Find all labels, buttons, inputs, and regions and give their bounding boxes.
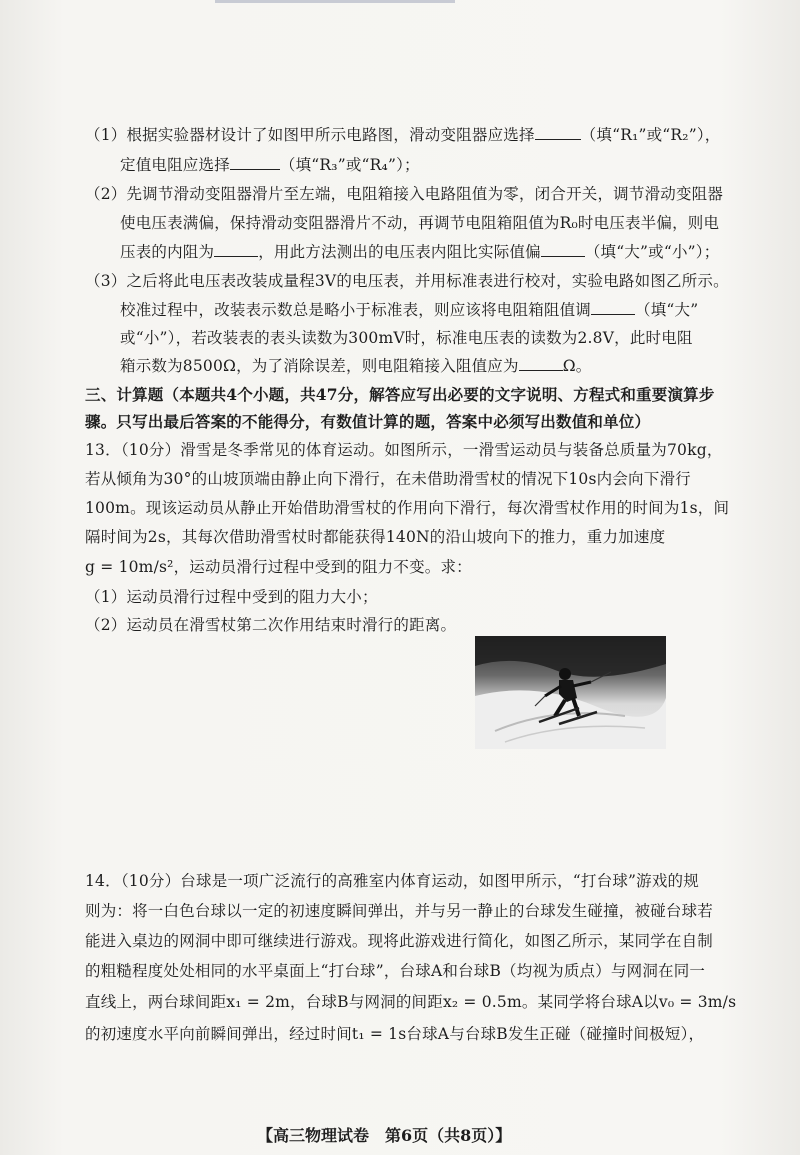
section3-heading-line2: 骤。只写出最后答案的不能得分，有数值计算的题，答案中必须写出数值和单位） <box>85 412 651 431</box>
q12-part1-hint2: （填“R₃”或“R₄”）； <box>279 156 420 174</box>
q12-part2-line2: 使电压表满偏，保持滑动变阻器滑片不动，再调节电阻箱阻值为R₀时电压表半偏，则电 <box>120 214 720 232</box>
q12-part3-line4 <box>120 356 591 376</box>
q12-part2-line3 <box>120 242 719 262</box>
q13-line4: 隔时间为2s，其每次借助滑雪杖时都能获得140N的沿山坡向下的推力，重力加速度 <box>85 528 666 546</box>
q12-part1-text2: 定值电阻应选择 <box>120 156 230 174</box>
q14-line2: 则为：将一白色台球以一定的初速度瞬间弹出，并与另一静止的台球发生碰撞，被碰台球若 <box>85 902 714 920</box>
q12-part2-hint: （填“大”或“小”）； <box>584 243 720 261</box>
q12-part3-hint: （填“大” <box>635 301 699 319</box>
q14-line1: 14．（10分）台球是一项广泛流行的高雅室内体育运动，如图甲所示，“打台球”游戏的规 <box>85 872 699 890</box>
answer-blank[interactable] <box>535 125 581 140</box>
answer-blank[interactable] <box>541 242 585 257</box>
q14-line4: 的粗糙程度处处相同的水平桌面上“打台球”，台球A和台球B（均视为质点）与网洞在同一 <box>85 962 706 980</box>
answer-blank[interactable] <box>214 242 258 257</box>
q12-part3-unit: Ω。 <box>562 357 592 375</box>
q12-part2-line1: （2）先调节滑动变阻器滑片至左端，电阻箱接入电路阻值为零，闭合开关，调节滑动变阻器 <box>85 185 724 203</box>
answer-blank[interactable] <box>230 155 280 170</box>
q12-part3-line1: （3）之后将此电压表改装成量程3V的电压表，并用标准表进行校对，实验电路如图乙所示。 <box>85 272 729 290</box>
q12-part1-text: （1）根据实验器材设计了如图甲所示电路图，滑动变阻器应选择 <box>85 126 535 144</box>
q14-line6: 的初速度水平向前瞬间弹出，经过时间t₁ = 1s台球A与台球B发生正碰（碰撞时间极短）， <box>85 1025 705 1043</box>
q13-line3: 100m。现该运动员从静止开始借助滑雪杖的作用向下滑行，每次滑雪杖作用的时间为1s，间 <box>85 499 730 517</box>
answer-blank[interactable] <box>591 300 635 315</box>
top-edge-mark <box>215 0 455 3</box>
q12-part3-text: 校准过程中，改装表示数总是略小于标准表，则应该将电阻箱阻值调 <box>120 301 592 319</box>
q12-part3-line2 <box>120 300 698 320</box>
q13-sub1: （1）运动员滑行过程中受到的阻力大小； <box>85 588 378 606</box>
answer-blank[interactable] <box>519 356 563 371</box>
q12-part3-line3: 或“小”），若改装表的表头读数为300mV时，标准电压表的读数为2.8V，此时电阻 <box>120 329 693 347</box>
q12-part2-text2: ，用此方法测出的电压表内阻比实际值偏 <box>258 243 541 261</box>
skier-photo <box>475 636 666 749</box>
q12-part2-text: 压表的内阻为 <box>120 243 215 261</box>
q13-sub2: （2）运动员在滑雪杖第二次作用结束时滑行的距离。 <box>85 616 457 634</box>
q12-part1-line1 <box>85 125 721 145</box>
page-footer: 【高三物理试卷 第6页（共8页）】 <box>257 1126 512 1145</box>
q12-part1-hint: （填“R₁”或“R₂”）， <box>580 126 721 144</box>
q13-line2: 若从倾角为30°的山坡顶端由静止向下滑行，在未借助滑雪杖的情况下10s内会向下滑行 <box>85 470 691 488</box>
q13-line1: 13．（10分）滑雪是冬季常见的体育运动。如图所示，一滑雪运动员与装备总质量为70kg， <box>85 441 723 459</box>
q14-line3: 能进入桌边的网洞中即可继续进行游戏。现将此游戏进行简化，如图乙所示，某同学在自制 <box>85 932 714 950</box>
q14-line5: 直线上，两台球间距x₁ = 2m，台球B与网洞的间距x₂ = 0.5m。某同学将台球A以v₀ = 3m/s <box>85 993 737 1011</box>
q12-part1-line2 <box>120 155 420 175</box>
section3-heading-line1: 三、计算题（本题共4个小题，共47分，解答应写出必要的文字说明、方程式和重要演算步 <box>85 385 715 404</box>
q13-line5: g = 10m/s²，运动员滑行过程中受到的阻力不变。求： <box>85 558 472 576</box>
q12-part3-text2: 箱示数为8500Ω，为了消除误差，则电阻箱接入阻值应为 <box>120 357 519 375</box>
